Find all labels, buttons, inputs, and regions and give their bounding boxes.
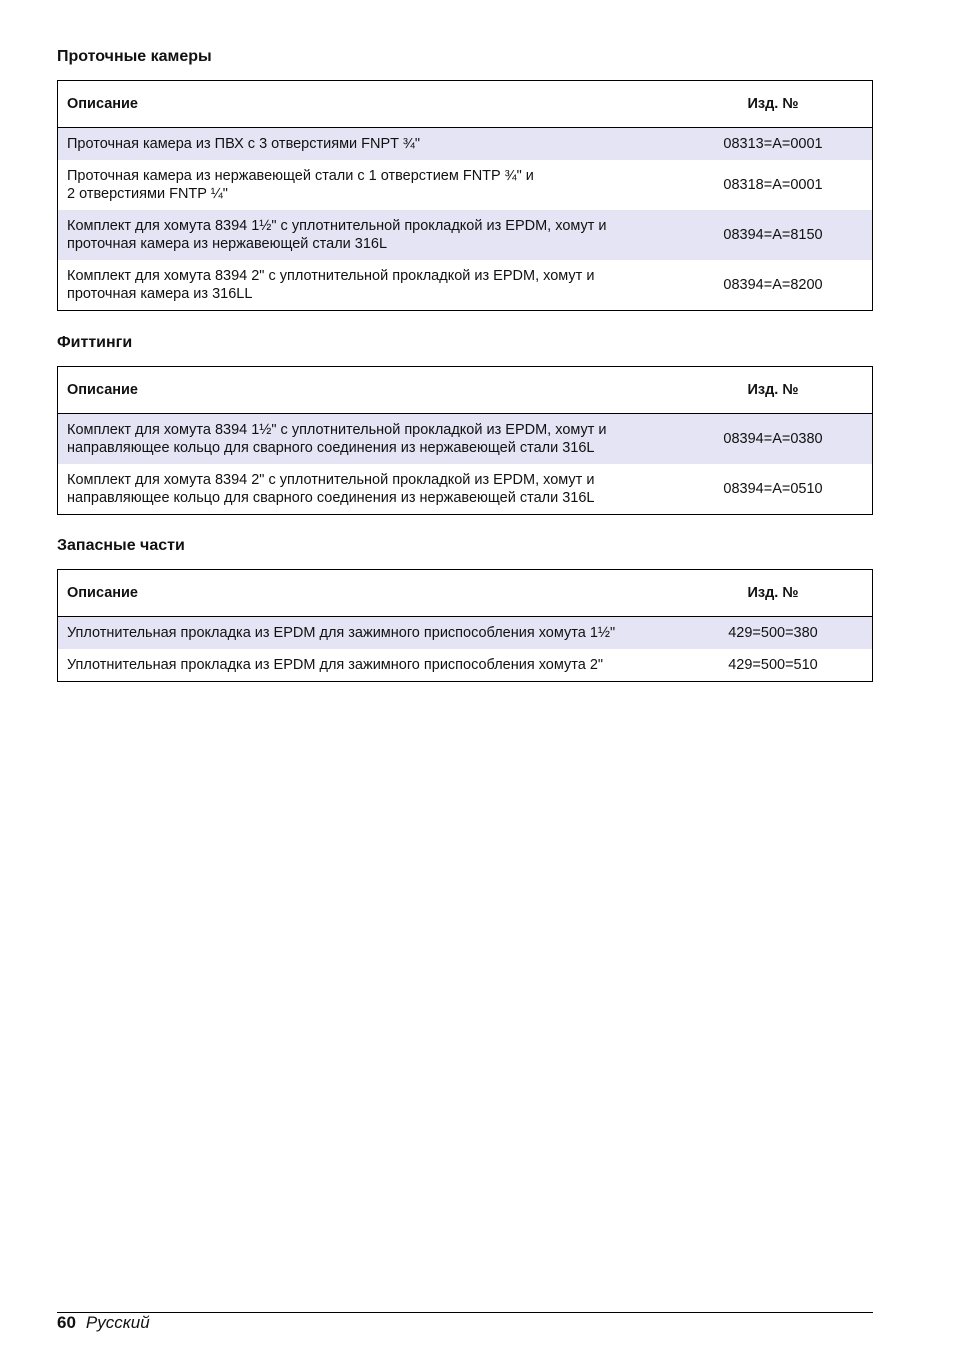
row-description: Уплотнительная прокладка из EPDM для зажимного приспособления хомута 1½" <box>58 617 675 650</box>
table-header <box>58 367 873 414</box>
column-header-part-no: Изд. № <box>674 81 873 128</box>
footer-language: Русский <box>85 1313 150 1332</box>
row-part-no: 08394=A=0510 <box>723 481 823 497</box>
table-row <box>58 128 873 161</box>
row-description: Комплект для хомута 8394 1½" с уплотнительной прокладкой из EPDM, хомут и направляющее кольцо для сварного соединения из нержавеющей стали 316L <box>58 414 675 465</box>
column-header-part-no: Изд. № <box>674 367 873 414</box>
table-flow-cells <box>57 80 873 311</box>
row-description: Проточная камера из нержавеющей стали с 1 отверстием FNTP ¾" и 2 отверстиями FNTP ¼" <box>67 168 534 202</box>
row-description: Комплект для хомута 8394 2" с уплотнительной прокладкой из EPDM, хомут и направляющее кольцо для сварного соединения из нержавеющей стали 316L <box>67 472 595 506</box>
row-part-no: 429=500=380 <box>674 617 873 650</box>
table-header <box>58 81 873 128</box>
page-number: 60 <box>57 1313 76 1332</box>
column-header-description: Описание <box>58 570 675 617</box>
row-part-no: 429=500=510 <box>728 657 818 673</box>
table-row <box>58 210 873 260</box>
table-row <box>58 260 873 311</box>
row-part-no: 08394=A=8200 <box>723 277 823 293</box>
footer-divider <box>57 1312 873 1313</box>
page-footer <box>57 1312 150 1334</box>
section-title-fittings: Фиттинги <box>57 334 133 351</box>
row-part-no: 08313=A=0001 <box>674 128 873 161</box>
table-row <box>58 160 873 210</box>
column-header-description: Описание <box>58 81 675 128</box>
row-description: Проточная камера из ПВХ с 3 отверстиями FNPT ¾" <box>58 128 675 161</box>
section-title-spare-parts: Запасные части <box>57 537 185 554</box>
row-description: Комплект для хомута 8394 2" с уплотнительной прокладкой из EPDM, хомут и проточная камера из 316LL <box>67 268 595 302</box>
table-row <box>58 414 873 465</box>
row-part-no: 08394=A=0380 <box>674 414 873 465</box>
table-row <box>58 617 873 650</box>
table-row <box>58 649 873 682</box>
row-description: Уплотнительная прокладка из EPDM для зажимного приспособления хомута 2" <box>67 657 604 673</box>
row-description: Комплект для хомута 8394 1½" с уплотнительной прокладкой из EPDM, хомут и проточная камера из нержавеющей стали 316L <box>58 210 675 260</box>
section-title-flow-cells: Проточные камеры <box>57 48 212 65</box>
table-spare-parts <box>57 569 873 682</box>
row-part-no: 08394=A=8150 <box>674 210 873 260</box>
column-header-part-no: Изд. № <box>674 570 873 617</box>
row-part-no: 08318=A=0001 <box>723 177 823 193</box>
table-header <box>58 570 873 617</box>
table-fittings <box>57 366 873 515</box>
column-header-description: Описание <box>58 367 675 414</box>
table-row <box>58 464 873 515</box>
